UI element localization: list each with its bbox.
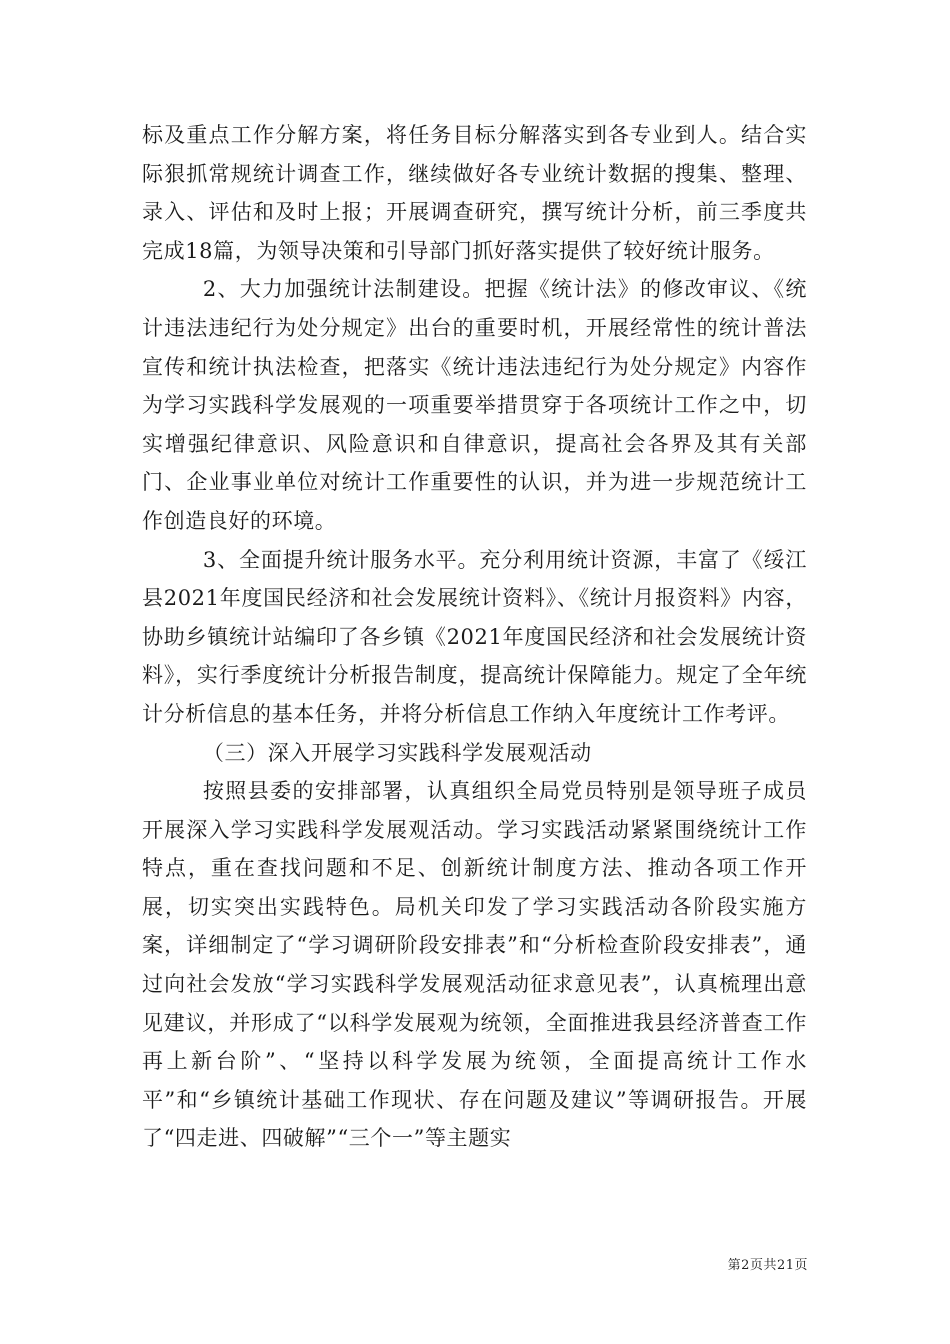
paragraph-study-practice: 按照县委的安排部署，认真组织全局党员特别是领导班子成员开展深入学习实践科学发展观活动。学习实践活动紧紧围绕统计工作特点，重在查找问题和不足、创新统计制度方法、推动各项工作开展，切实突出实践特色。局机关印发了学习实践活动各阶段实施方案，详细制定了“学习调研阶段安排表”和“分析检查阶段安排表”，通过向社会发放“学习实践科学发展观活动征求意见表”，认真梳理出意见建议，并形成了“以科学发展观为统领，全面推进我县经济普查工作再上新台阶”、“坚持以科学发展为统领，全面提高统计工作水平”和“乡镇统计基础工作现状、存在问题及建议”等调研报告。开展了“四走进、四破解”“三个一”等主题实	[142, 779, 807, 1151]
section-heading: （三）深入开展学习实践科学发展观活动	[202, 740, 592, 765]
paragraph-legal-construction: 2、大力加强统计法制建设。把握《统计法》的修改审议、《统计违法违纪行为处分规定》出台的重要时机，开展经常性的统计普法宣传和统计执法检查，把落实《统计违法违纪行为处分规定》内容作为学习实践科学发展观的一项重要举措贯穿于各项统计工作之中，切实增强纪律意识、风险意识和自律意识，提高社会各界及其有关部门、企业事业单位对统计工作重要性的认识，并为进一步规范统计工作创造良好的环境。	[142, 277, 807, 533]
page-number: 第2页共21页	[727, 1258, 808, 1273]
paragraph-service-level: 3、全面提升统计服务水平。充分利用统计资源，丰富了《绥江县2021年度国民经济和社会发展统计资料》、《统计月报资料》内容，协助乡镇统计站编印了各乡镇《2021年度国民经济和社会发展统计资料》，实行季度统计分析报告制度，提高统计保障能力。规定了全年统计分析信息的基本任务，并将分析信息工作纳入年度统计工作考评。	[142, 547, 807, 726]
paragraph-continuation: 标及重点工作分解方案，将任务目标分解落实到各专业到人。结合实际狠抓常规统计调查工作，继续做好各专业统计数据的搜集、整理、录入、评估和及时上报；开展调查研究，撰写统计分析，前三季度共完成18篇，为领导决策和引导部门抓好落实提供了较好统计服务。	[142, 123, 807, 263]
document-body	[142, 116, 807, 1158]
